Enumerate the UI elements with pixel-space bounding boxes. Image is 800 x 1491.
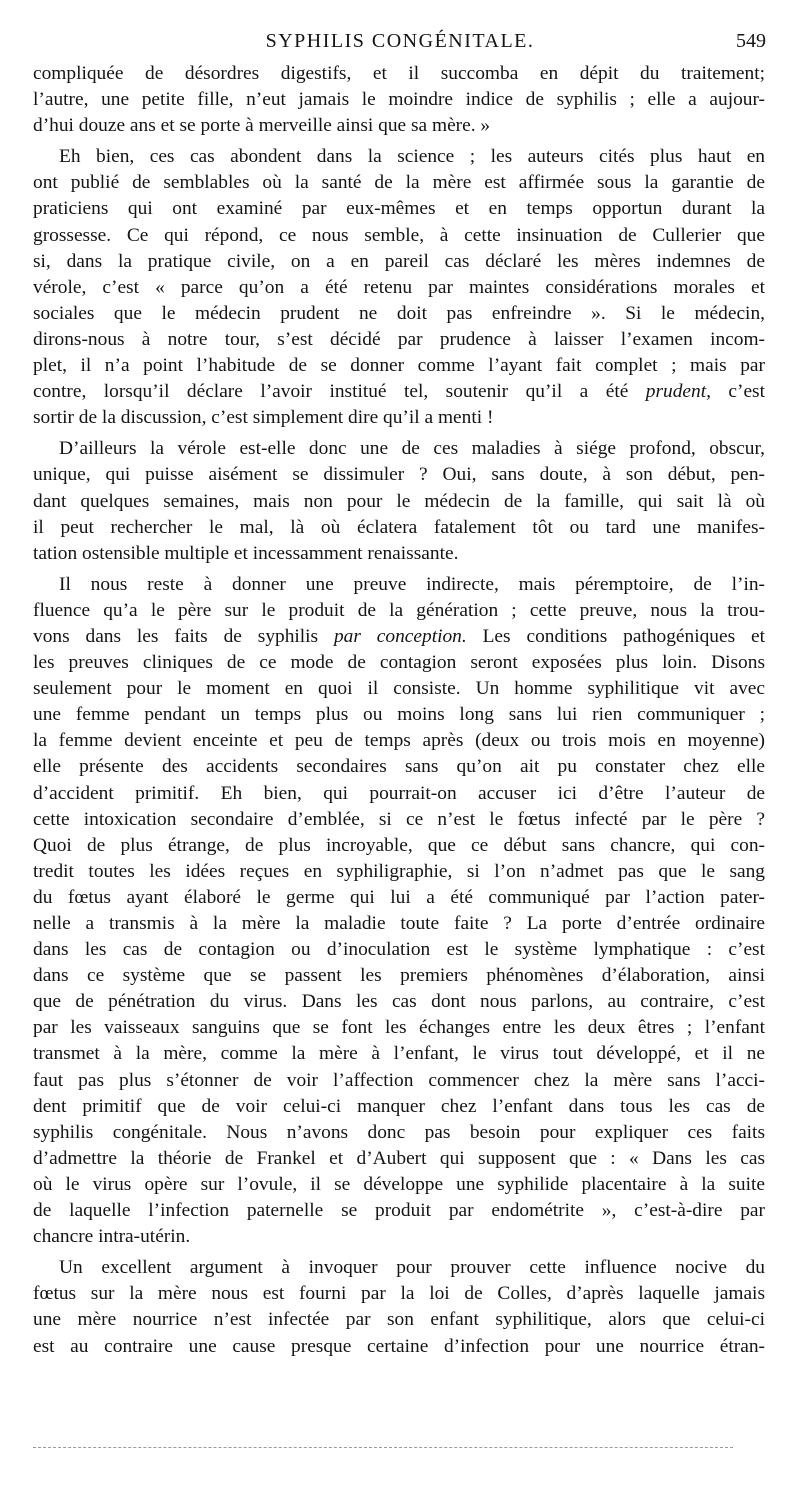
text-line [33,937,765,963]
text-line [33,541,765,567]
text-line [33,275,765,301]
text-segment: Un excellent argument à invoquer pour prouver cette influence nocive du [59,1257,765,1279]
text-line [33,859,765,885]
text-line [33,327,765,353]
text-segment: faut pas plus s’étonner de voir l’affection commencer chez la mère sans l’acci- [33,1069,765,1091]
text-segment: ont publié de semblables où la santé de la mère est affirmée sous la garantie de [33,172,765,194]
text-line [33,781,765,807]
text-segment: seulement pour le moment en quoi il consiste. Un homme syphilitique vit avec [33,678,765,700]
text-segment: unique, qui puisse aisément se dissimuler ? Oui, sans doute, à son début, pen- [33,464,765,486]
text-segment: dent primitif que de voir celui-ci manquer chez l’enfant dans tous les cas de [33,1095,765,1117]
italic-text: prudent, [645,381,711,403]
paragraph [33,61,765,139]
paragraph [33,572,765,1250]
text-segment: tredit toutes les idées reçues en syphiligraphie, si l’on n’admet pas que le sang [33,860,765,882]
text-line [33,489,765,515]
text-line [33,113,765,139]
text-line [33,353,765,379]
text-line [33,1224,765,1250]
text-line [33,1307,765,1333]
text-segment: d’hui douze ans et se porte à merveille ainsi que sa mère. » [33,115,491,137]
text-segment: praticiens qui ont examiné par eux-mêmes et en temps opportun durant la [33,198,765,220]
text-segment: contre, lorsqu’il déclare l’avoir institué tel, soutenir qu’il a été [33,381,646,403]
text-segment: compliquée de désordres digestifs, et il succomba en dépit du traitement; [33,63,765,84]
text-line [33,676,765,702]
text-segment: fœtus sur la mère nous est fourni par la loi de Colles, d’après laquelle jamais [33,1283,765,1305]
text-segment: une mère nourrice n’est infectée par son enfant syphilitique, alors que celui-ci [33,1309,765,1331]
text-segment: que de pénétration du virus. Dans les cas dont nous parlons, au contraire, c’est [33,991,765,1013]
text-segment: la femme devient enceinte et peu de temps après (deux ou trois mois en moyenne) [33,730,765,752]
text-segment: transmet à la mère, comme la mère à l’enfant, le virus tout développé, et il ne [33,1043,765,1065]
text-segment: chancre intra-utérin. [33,1226,191,1248]
text-segment: plet, il n’a point l’habitude de se donner comme l’ayant fait complet ; mais par [33,355,765,377]
text-line [33,963,765,989]
body-text [33,61,765,1360]
text-segment: syphilis congénitale. Nous n’avons donc pas besoin pour expliquer ces faits [33,1121,765,1143]
text-line [33,301,765,327]
text-segment: dans les cas de contagion ou d’inoculation est le système lymphatique : c’est [33,939,765,961]
page-number: 549 [736,30,766,52]
text-line [33,1146,765,1172]
running-title: SYPHILIS CONGÉNITALE. [265,30,535,52]
text-line [33,572,765,598]
text-line [33,728,765,754]
text-line [33,87,765,113]
text-segment: les preuves cliniques de ce mode de contagion seront exposées plus loin. Disons [33,652,765,674]
text-line [33,754,765,780]
paragraph [33,436,765,566]
text-line [33,624,765,650]
text-line [33,1041,765,1067]
text-line [33,436,765,462]
text-line [33,223,765,249]
text-line [33,598,765,624]
text-line [33,807,765,833]
text-segment: grossesse. Ce qui répond, ce nous semble, à cette insinuation de Cullerier que [33,224,765,246]
text-segment: par les vaisseaux sanguins que se font les échanges entre les deux êtres ; l’enfant [33,1017,765,1039]
text-line [33,1015,765,1041]
paragraph [33,144,765,431]
text-line [33,911,765,937]
text-segment: D’ailleurs la vérole est-elle donc une de ces maladies à siége profond, obscur, [59,438,765,460]
paragraph [33,1255,765,1359]
text-line [33,379,765,405]
text-line [33,1281,765,1307]
text-segment: elle présente des accidents secondaires sans qu’on ait pu constater chez elle [33,756,765,778]
text-segment: cette intoxication secondaire d’emblée, si ce n’est le fœtus infecté par le père ? [33,808,765,830]
text-segment: Il nous reste à donner une preuve indirecte, mais péremptoire, de l’in- [59,573,765,595]
text-segment: une femme pendant un temps plus ou moins long sans lui rien communiquer ; [33,704,765,726]
text-segment: vérole, c’est « parce qu’on a été retenu par maintes considérations morales et [33,276,765,298]
text-segment: sociales que le médecin prudent ne doit pas enfreindre ». Si le médecin, [33,302,765,324]
text-segment: vons dans les faits de syphilis [33,625,334,647]
text-line [33,650,765,676]
text-line [33,196,765,222]
text-line [33,1068,765,1094]
text-segment: d’accident primitif. Eh bien, qui pourrait-on accuser ici d’être l’auteur de [33,782,765,804]
text-segment: l’autre, une petite fille, n’eut jamais le moindre indice de syphilis ; elle a aujour- [33,89,765,111]
text-segment: dirons-nous à notre tour, s’est décidé par prudence à laisser l’examen incom- [33,328,765,350]
text-segment: Eh bien, ces cas abondent dans la science ; les auteurs cités plus haut en [59,146,765,168]
text-segment: Quoi de plus étrange, de plus incroyable, que ce début sans chancre, qui con- [33,834,765,856]
text-line [33,1255,765,1281]
text-line [33,1094,765,1120]
text-line [33,1334,765,1360]
text-segment: c’est [710,381,765,403]
text-line [33,1120,765,1146]
text-segment: est au contraire une cause presque certaine d’infection pour une nourrice étran- [33,1335,765,1357]
footer-rule [33,1447,733,1448]
text-segment: il peut rechercher le mal, là où éclatera fatalement tôt ou tard une manifes- [33,516,765,538]
text-segment: si, dans la pratique civile, on a en pareil cas déclaré les mères indemnes de [33,250,765,272]
text-segment: du fœtus ayant élaboré le germe qui lui a été communiqué par l’action pater- [33,886,765,908]
text-segment: tation ostensible multiple et incessamment renaissante. [33,542,459,564]
text-segment: sortir de la discussion, c’est simplement dire qu’il a menti ! [33,407,494,429]
text-line [33,462,765,488]
text-segment: dans ce système que se passent les premiers phénomènes d’élaboration, ainsi [33,965,765,987]
text-line [33,61,765,87]
text-line [33,249,765,275]
text-segment: dant quelques semaines, mais non pour le médecin de la famille, qui sait là où [33,490,765,512]
text-segment: où le virus opère sur l’ovule, il se développe une syphilide placentaire à la suite [33,1173,765,1195]
text-line [33,885,765,911]
running-header [0,30,800,58]
text-line [33,144,765,170]
text-segment: d’admettre la théorie de Frankel et d’Aubert qui supposent que : « Dans les cas [33,1147,765,1169]
text-line [33,515,765,541]
text-segment: Les conditions pathogéniques et [466,625,766,647]
text-line [33,989,765,1015]
italic-text: par conception. [333,625,467,647]
text-segment: de laquelle l’infection paternelle se produit par endométrite », c’est-à-dire par [33,1200,765,1222]
text-line [33,405,765,431]
text-line [33,170,765,196]
text-line [33,1172,765,1198]
text-line [33,1198,765,1224]
text-segment: fluence qu’a le père sur le produit de la génération ; cette preuve, nous la trou- [33,599,765,621]
text-line [33,702,765,728]
text-segment: nelle a transmis à la mère la maladie toute faite ? La porte d’entrée ordinaire [33,913,765,934]
text-line [33,833,765,859]
